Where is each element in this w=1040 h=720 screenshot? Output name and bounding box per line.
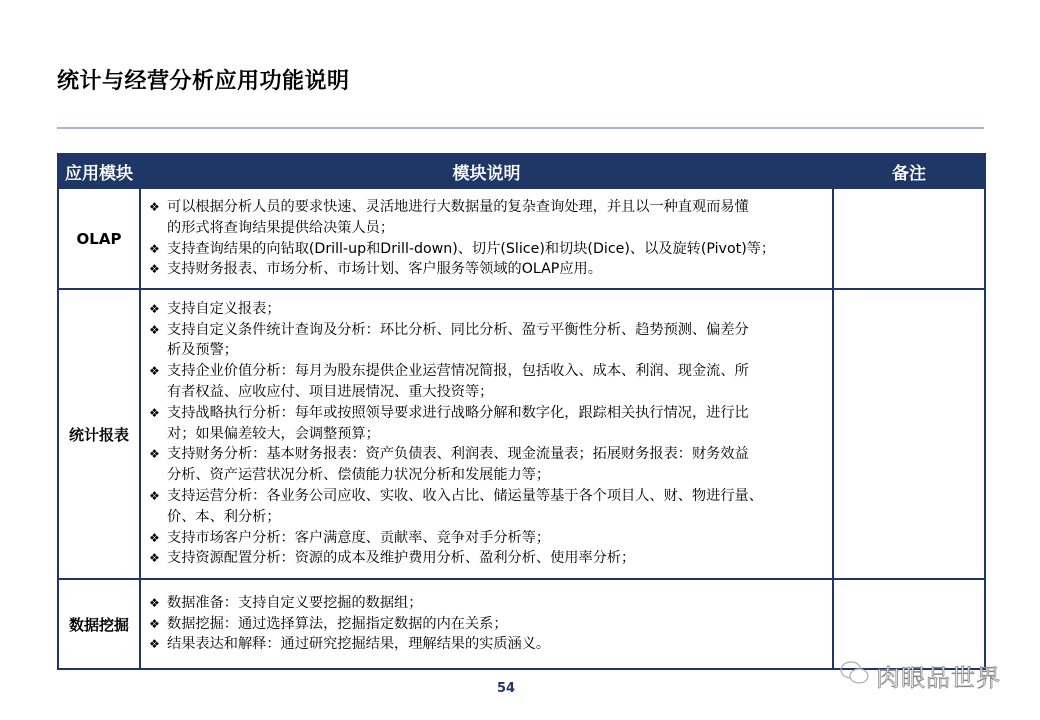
list-item-text: 支持资源配置分析：资源的成本及维护费用分析、盈利分析、使用率分析； (167, 550, 636, 567)
diamond-bullet-icon: ❖ (149, 301, 160, 316)
header-description: 模块说明 (140, 154, 833, 188)
module-name: OLAP (58, 188, 140, 289)
diamond-bullet-icon: ❖ (149, 262, 160, 277)
list-item-text: 数据挖掘：通过选择算法，挖掘指定数据的内在关系； (167, 615, 508, 632)
module-description (140, 289, 833, 579)
list-item (149, 548, 826, 569)
table-row (58, 579, 985, 669)
page-number: 54 (497, 681, 516, 696)
list-item-text: 支持查询结果的向钻取(Drill-up和Drill-down)、切片(Slice)和切块(Dice)、以及旋转(Pivot)等； (167, 240, 776, 257)
diamond-bullet-icon: ❖ (149, 241, 160, 256)
list-item-text: 结果表达和解释：通过研究挖掘结果，理解结果的实质涵义。 (167, 636, 551, 653)
watermark: 肉眼品世界 (876, 664, 1001, 692)
list-item (149, 259, 826, 280)
list-item-text: 支持运营分析：各业务公司应收、实收、收入占比、储运量等基于各个项目人、财、物进行量、 (167, 487, 763, 504)
diamond-bullet-icon: ❖ (149, 447, 160, 462)
title-divider (57, 127, 984, 129)
module-description (140, 188, 833, 289)
list-item (149, 634, 826, 655)
list-item (149, 614, 826, 635)
list-item (149, 593, 826, 614)
module-name: 统计报表 (58, 289, 140, 579)
header-module: 应用模块 (58, 154, 140, 188)
module-note (833, 579, 985, 669)
table-row (58, 188, 985, 289)
list-item (149, 361, 826, 403)
diamond-bullet-icon: ❖ (149, 322, 160, 337)
list-item (149, 299, 826, 320)
list-item-text: 数据准备：支持自定义要挖掘的数据组； (167, 594, 423, 611)
module-note (833, 289, 985, 579)
diamond-bullet-icon: ❖ (149, 488, 160, 503)
module-note (833, 188, 985, 289)
module-name: 数据挖掘 (58, 579, 140, 669)
list-item (149, 239, 826, 260)
list-item (149, 403, 826, 445)
list-item-text: 价、本、利分析； (167, 508, 281, 525)
page-title: 统计与经营分析应用功能说明 (57, 69, 350, 94)
diamond-bullet-icon: ❖ (149, 637, 160, 652)
list-item (149, 528, 826, 549)
list-item (149, 444, 826, 486)
list-item-text: 支持市场客户分析：客户满意度、贡献率、竞争对手分析等； (167, 529, 551, 546)
table-row (58, 289, 985, 579)
list-item-text: 的形式将查询结果提供给决策人员； (167, 219, 395, 236)
diamond-bullet-icon: ❖ (149, 364, 160, 379)
list-item (149, 320, 826, 362)
diamond-bullet-icon: ❖ (149, 530, 160, 545)
list-item-text: 支持企业价值分析：每月为股东提供企业运营情况简报，包括收入、成本、利润、现金流、所 (167, 363, 749, 380)
diamond-bullet-icon: ❖ (149, 551, 160, 566)
list-item-text: 可以根据分析人员的要求快速、灵活地进行大数据量的复杂查询处理，并且以一种直观而易懂 (167, 198, 749, 215)
list-item (149, 486, 826, 528)
list-item-text: 析及预警； (167, 342, 238, 359)
list-item-text: 支持自定义条件统计查询及分析：环比分析、同比分析、盈亏平衡性分析、趋势预测、偏差分 (167, 321, 749, 338)
diamond-bullet-icon: ❖ (149, 405, 160, 420)
diamond-bullet-icon: ❖ (149, 616, 160, 631)
list-item-text: 有者权益、应收应付、项目进展情况、重大投资等； (167, 384, 494, 400)
table-header-row (58, 154, 985, 188)
list-item-text: 对；如果偏差较大，会调整预算； (167, 425, 380, 442)
module-description (140, 579, 833, 669)
header-notes: 备注 (833, 154, 985, 188)
list-item-text: 支持战略执行分析：每年或按照领导要求进行战略分解和数字化，跟踪相关执行情况，进行比 (167, 404, 749, 421)
function-table (57, 153, 986, 670)
wechat-icon (840, 660, 870, 686)
list-item-text: 分析、资产运营状况分析、偿债能力状况分析和发展能力等； (167, 467, 551, 484)
list-item-text: 支持财务分析：基本财务报表：资产负债表、利润表、现金流量表；拓展财务报表：财务效益 (167, 446, 749, 463)
list-item (149, 197, 826, 239)
list-item-text: 支持财务报表、市场分析、市场计划、客户服务等领域的OLAP应用。 (167, 261, 602, 278)
diamond-bullet-icon: ❖ (149, 199, 160, 214)
list-item-text: 支持自定义报表； (167, 300, 281, 317)
diamond-bullet-icon: ❖ (149, 595, 160, 610)
